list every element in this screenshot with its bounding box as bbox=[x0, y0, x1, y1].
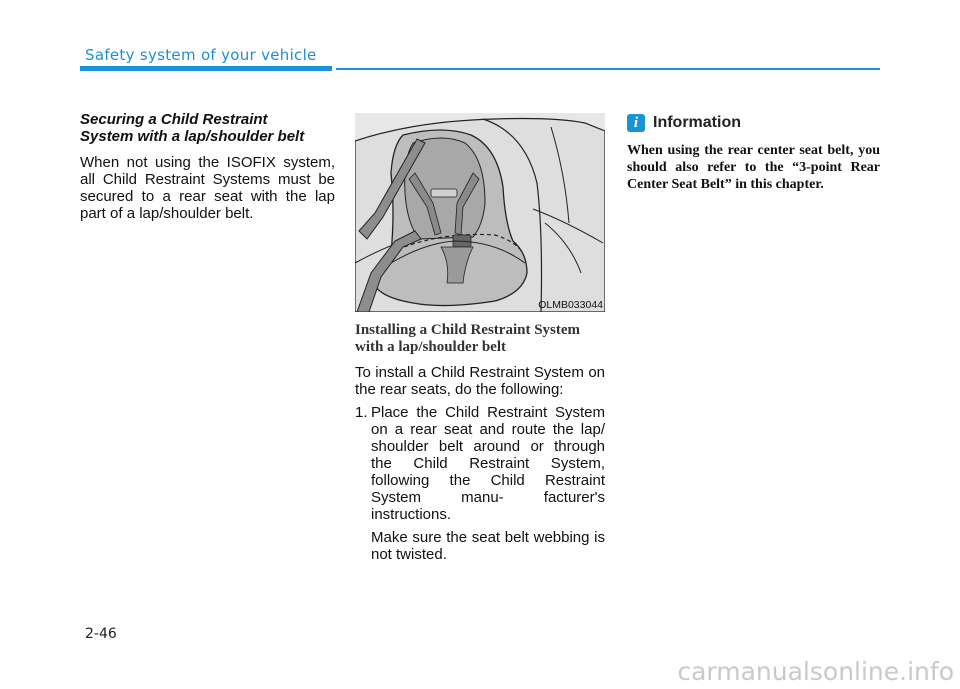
list-item bbox=[355, 404, 605, 563]
subsection-title-line2: System with a lap/shoulder belt bbox=[80, 128, 305, 145]
child-seat-illustration-icon bbox=[355, 113, 605, 312]
information-icon: i bbox=[627, 114, 645, 132]
installation-heading-line2: with a lap/shoulder belt bbox=[355, 339, 507, 355]
installation-heading-line1: Installing a Child Restraint System bbox=[355, 322, 581, 338]
header-rule-thick bbox=[80, 66, 332, 71]
step-note: Make sure the seat belt webbing is not twisted. bbox=[371, 529, 605, 563]
section-title: Safety system of your vehicle bbox=[85, 46, 317, 64]
subsection-title-line1: Securing a Child Restraint bbox=[80, 111, 268, 128]
information-header bbox=[627, 114, 880, 132]
step-number: 1. bbox=[355, 404, 368, 421]
column-right bbox=[627, 114, 880, 193]
information-text: When using the rear center seat belt, you should also refer to the “3-point Rear Center Seat Belt” in this chapter. bbox=[627, 143, 880, 192]
installation-heading bbox=[355, 322, 605, 356]
step-text: Place the Child Restraint System on a rear seat and route the lap/ shoulder belt around or through the Child Restraint System, following the Child Restraint System manu- facturer's instructions. bbox=[371, 404, 605, 523]
column-middle bbox=[355, 113, 605, 563]
column-left bbox=[80, 111, 335, 222]
installation-intro: To install a Child Restraint System on the rear seats, do the following: bbox=[355, 364, 605, 398]
watermark: carmanualsonline.info bbox=[677, 657, 954, 686]
page-number: 2-46 bbox=[85, 626, 117, 642]
subsection-title bbox=[80, 111, 335, 145]
header-rule-thin bbox=[336, 68, 880, 70]
child-seat-figure bbox=[355, 113, 605, 312]
information-title: Information bbox=[653, 114, 741, 131]
figure-code: OLMB033044 bbox=[538, 299, 603, 311]
subsection-body: When not using the ISOFIX system, all Child Restraint Systems must be secured to a rear seat with the lap part of a lap/shoulder belt. bbox=[80, 154, 335, 222]
